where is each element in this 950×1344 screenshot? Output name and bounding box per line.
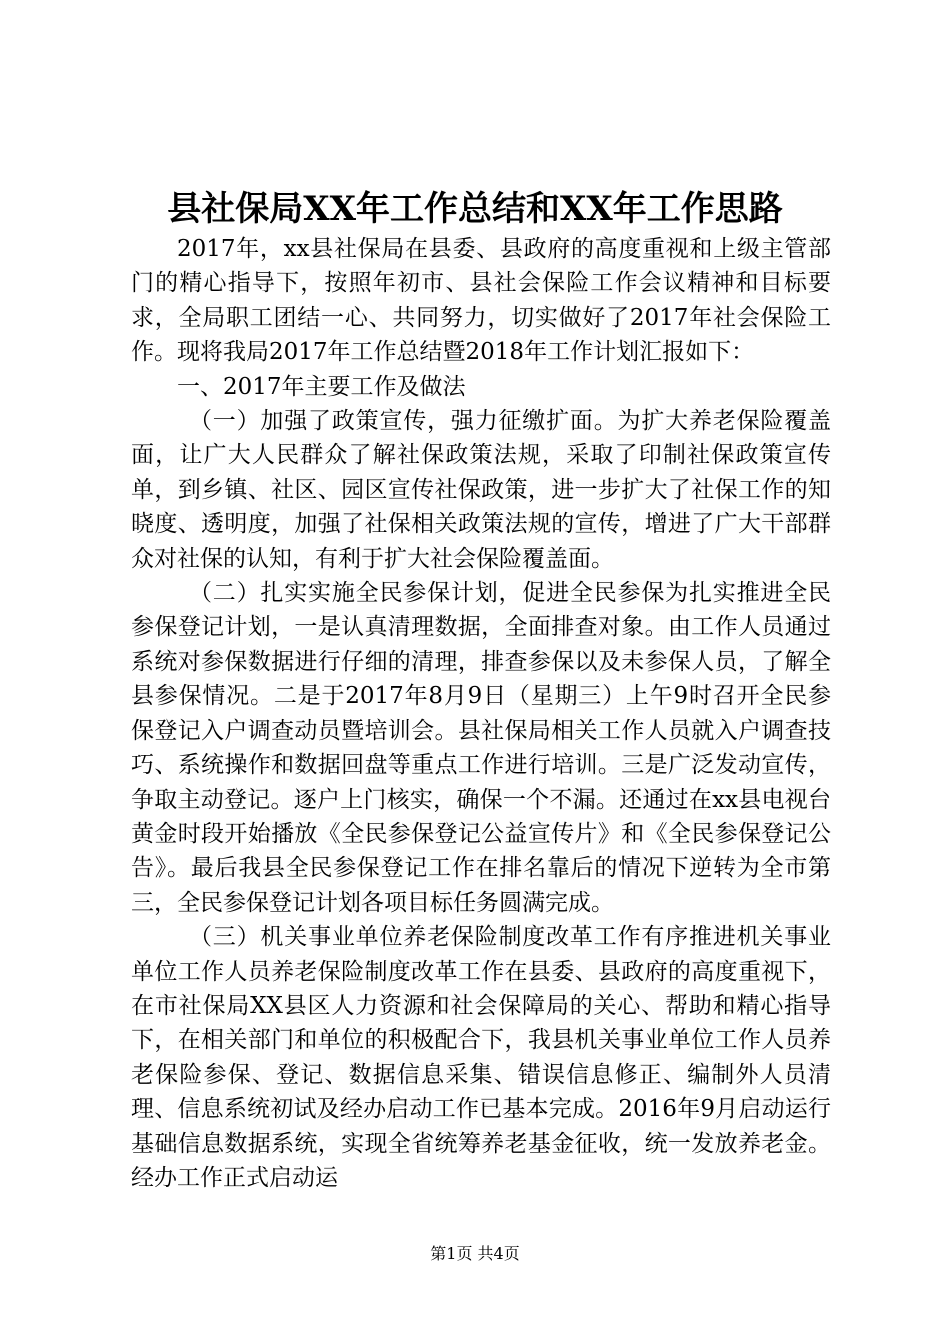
section-heading: 一、2017年主要工作及做法 bbox=[177, 373, 466, 400]
paragraph-policy-publicity: （一）加强了政策宣传，强力征缴扩面。为扩大养老保险覆盖面，让广大人民群众了解社保政策法规，采取了印制社保政策宣传单，到乡镇、社区、园区宣传社保政策，进一步扩大了社保工作的知晓度、透明度，加强了社保相关政策法规的宣传，增进了广大干部群众对社保的认知，有利于扩大社会保险覆盖面。 bbox=[131, 408, 831, 572]
page-footer: 第1页 共4页 bbox=[430, 1244, 520, 1263]
intro-paragraph: 2017年，xx县社保局在县委、县政府的高度重视和上级主管部门的精心指导下，按照年初市、县社会保险工作会议精神和目标要求，全局职工团结一心、共同努力，切实做好了2017年社会保险工作。现将我局2017年工作总结暨2018年工作计划汇报如下： bbox=[131, 236, 831, 366]
paragraph-universal-insurance: （二）扎实实施全民参保计划，促进全民参保为扎实推进全民参保登记计划，一是认真清理数据，全面排查对象。由工作人员通过系统对参保数据进行仔细的清理，排查参保以及未参保人员，了解全县参保情况。二是于2017年8月9日（星期三）上午9时召开全民参保登记入户调查动员暨培训会。县社保局相关工作人员就入户调查技巧、系统操作和数据回盘等重点工作进行培训。三是广泛发动宣传，争取主动登记。逐户上门核实，确保一个不漏。还通过在xx县电视台黄金时段开始播放《全民参保登记公益宣传片》和《全民参保登记公告》。最后我县全民参保登记工作在排名靠后的情况下逆转为全市第三，全民参保登记计划各项目标任务圆满完成。 bbox=[131, 580, 831, 916]
document-title: 县社保局XX年工作总结和XX年工作思路 bbox=[167, 189, 783, 229]
paragraph-pension-reform: （三）机关事业单位养老保险制度改革工作有序推进机关事业单位工作人员养老保险制度改革工作在县委、县政府的高度重视下，在市社保局XX县区人力资源和社会保障局的关心、帮助和精心指导下，在相关部门和单位的积极配合下，我县机关事业单位工作人员养老保险参保、登记、数据信息采集、错误信息修正、编制外人员清理、信息系统初试及经办启动工作已基本完成。2016年9月启动运行基础信息数据系统，实现全省统筹养老基金征收，统一发放养老金。经办工作正式启动运 bbox=[131, 924, 831, 1191]
document-body bbox=[131, 232, 831, 1195]
